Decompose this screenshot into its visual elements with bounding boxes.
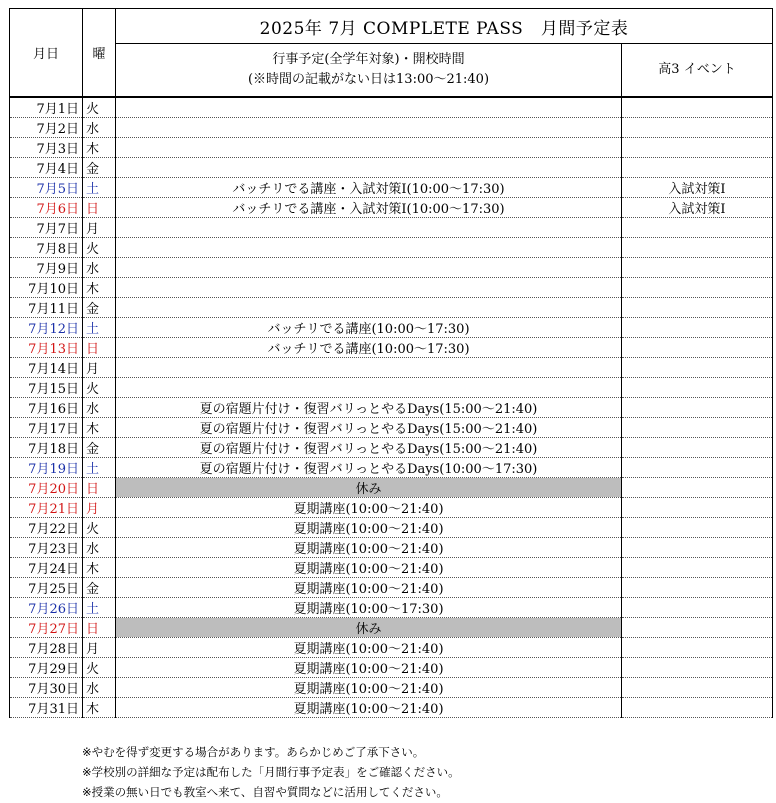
table-row (10, 398, 773, 418)
weekday-cell: 木 (83, 698, 116, 718)
weekday-cell: 日 (83, 198, 116, 218)
weekday-cell: 火 (83, 518, 116, 538)
grade3-event-cell (622, 638, 773, 658)
date-cell: 7月29日 (10, 658, 83, 678)
table-row (10, 638, 773, 658)
event-cell: 夏期講座(10:00～21:40) (116, 578, 622, 598)
weekday-cell: 水 (83, 258, 116, 278)
event-cell: 夏期講座(10:00～17:30) (116, 598, 622, 618)
grade3-column-header: 高3 イベント (622, 44, 773, 98)
grade3-event-cell: 入試対策Ⅰ (622, 178, 773, 198)
grade3-event-cell (622, 418, 773, 438)
date-cell: 7月12日 (10, 318, 83, 338)
grade3-event-cell (622, 218, 773, 238)
grade3-event-cell (622, 118, 773, 138)
schedule-table (9, 8, 773, 718)
weekday-cell: 月 (83, 498, 116, 518)
event-cell (116, 238, 622, 258)
grade3-event-cell (622, 278, 773, 298)
grade3-event-cell (622, 398, 773, 418)
date-cell: 7月15日 (10, 378, 83, 398)
event-cell: 夏の宿題片付け・復習バリっとやるDays(15:00～21:40) (116, 438, 622, 458)
date-cell: 7月7日 (10, 218, 83, 238)
date-cell: 7月11日 (10, 298, 83, 318)
date-cell: 7月24日 (10, 558, 83, 578)
grade3-event-cell (622, 698, 773, 718)
date-cell: 7月26日 (10, 598, 83, 618)
weekday-cell: 土 (83, 458, 116, 478)
grade3-event-cell (622, 258, 773, 278)
footnote: ※やむを得ず変更する場合があります。あらかじめご了承下さい。 (82, 745, 425, 759)
events-column-header (116, 44, 622, 98)
date-cell: 7月27日 (10, 618, 83, 638)
grade3-event-cell (622, 558, 773, 578)
grade3-event-cell (622, 338, 773, 358)
weekday-cell: 木 (83, 138, 116, 158)
weekday-cell: 土 (83, 598, 116, 618)
grade3-event-cell (622, 458, 773, 478)
grade3-event-cell (622, 498, 773, 518)
event-cell: 夏期講座(10:00～21:40) (116, 678, 622, 698)
event-cell: 夏期講座(10:00～21:40) (116, 498, 622, 518)
table-row (10, 518, 773, 538)
table-row (10, 238, 773, 258)
event-cell: バッチリでる講座(10:00～17:30) (116, 338, 622, 358)
date-cell: 7月9日 (10, 258, 83, 278)
date-cell: 7月18日 (10, 438, 83, 458)
weekday-cell: 日 (83, 478, 116, 498)
table-row (10, 698, 773, 718)
event-cell: 休み (116, 478, 622, 498)
weekday-cell: 金 (83, 578, 116, 598)
weekday-cell: 日 (83, 618, 116, 638)
table-row (10, 258, 773, 278)
weekday-cell: 水 (83, 398, 116, 418)
date-cell: 7月25日 (10, 578, 83, 598)
weekday-cell: 土 (83, 178, 116, 198)
event-cell: 夏期講座(10:00～21:40) (116, 638, 622, 658)
weekday-cell: 金 (83, 298, 116, 318)
table-row (10, 198, 773, 218)
grade3-event-cell (622, 158, 773, 178)
weekday-cell: 水 (83, 678, 116, 698)
grade3-event-cell (622, 618, 773, 638)
event-cell (116, 138, 622, 158)
event-cell: 夏期講座(10:00～21:40) (116, 698, 622, 718)
event-cell: 夏期講座(10:00～21:40) (116, 558, 622, 578)
table-row (10, 618, 773, 638)
grade3-event-cell (622, 97, 773, 118)
table-row (10, 578, 773, 598)
schedule-rows (10, 97, 773, 718)
event-cell: バッチリでる講座・入試対策Ⅰ(10:00～17:30) (116, 198, 622, 218)
event-cell (116, 278, 622, 298)
event-cell: 夏期講座(10:00～21:40) (116, 658, 622, 678)
weekday-cell: 木 (83, 278, 116, 298)
event-cell: 夏の宿題片付け・復習バリっとやるDays(15:00～21:40) (116, 418, 622, 438)
date-column-header: 月日 (10, 9, 83, 98)
footnote: ※授業の無い日でも教室へ来て、自習や質問などに活用してください。 (82, 785, 448, 799)
events-header-line2: (※時間の記載がない日は13:00～21:40) (247, 72, 490, 87)
date-cell: 7月2日 (10, 118, 83, 138)
date-cell: 7月1日 (10, 97, 83, 118)
table-row (10, 298, 773, 318)
weekday-cell: 木 (83, 558, 116, 578)
grade3-event-cell (622, 358, 773, 378)
weekday-cell: 月 (83, 358, 116, 378)
table-row (10, 678, 773, 698)
weekday-column-header: 曜 (83, 9, 116, 98)
grade3-event-cell (622, 478, 773, 498)
event-cell: バッチリでる講座(10:00～17:30) (116, 318, 622, 338)
table-row (10, 498, 773, 518)
table-row (10, 458, 773, 478)
table-row (10, 478, 773, 498)
weekday-cell: 金 (83, 158, 116, 178)
grade3-event-cell (622, 438, 773, 458)
event-cell (116, 97, 622, 118)
table-row (10, 538, 773, 558)
grade3-event-cell (622, 578, 773, 598)
event-cell (116, 298, 622, 318)
table-row (10, 558, 773, 578)
weekday-cell: 金 (83, 438, 116, 458)
date-cell: 7月31日 (10, 698, 83, 718)
event-cell (116, 358, 622, 378)
weekday-cell: 火 (83, 658, 116, 678)
table-row (10, 318, 773, 338)
weekday-cell: 火 (83, 238, 116, 258)
event-cell: 夏の宿題片付け・復習バリっとやるDays(15:00～21:40) (116, 398, 622, 418)
date-cell: 7月22日 (10, 518, 83, 538)
date-cell: 7月23日 (10, 538, 83, 558)
table-row (10, 178, 773, 198)
table-row (10, 218, 773, 238)
event-cell (116, 258, 622, 278)
table-row (10, 118, 773, 138)
date-cell: 7月17日 (10, 418, 83, 438)
event-cell (116, 118, 622, 138)
event-cell (116, 158, 622, 178)
table-row (10, 278, 773, 298)
events-header-line1: 行事予定(全学年対象)・開校時間 (272, 52, 465, 67)
table-row (10, 598, 773, 618)
date-cell: 7月5日 (10, 178, 83, 198)
table-row (10, 158, 773, 178)
event-cell: 夏の宿題片付け・復習バリっとやるDays(10:00～17:30) (116, 458, 622, 478)
grade3-event-cell (622, 238, 773, 258)
weekday-cell: 日 (83, 338, 116, 358)
date-cell: 7月6日 (10, 198, 83, 218)
table-row (10, 338, 773, 358)
grade3-event-cell: 入試対策Ⅰ (622, 198, 773, 218)
weekday-cell: 土 (83, 318, 116, 338)
weekday-cell: 水 (83, 118, 116, 138)
event-cell: 休み (116, 618, 622, 638)
event-cell (116, 378, 622, 398)
footnote: ※学校別の詳細な予定は配布した「月間行事予定表」をご確認ください。 (82, 765, 460, 779)
weekday-cell: 月 (83, 638, 116, 658)
grade3-event-cell (622, 678, 773, 698)
table-row (10, 418, 773, 438)
table-row (10, 438, 773, 458)
event-cell: 夏期講座(10:00～21:40) (116, 518, 622, 538)
date-cell: 7月13日 (10, 338, 83, 358)
grade3-event-cell (622, 538, 773, 558)
weekday-cell: 火 (83, 97, 116, 118)
weekday-cell: 水 (83, 538, 116, 558)
grade3-event-cell (622, 598, 773, 618)
table-row (10, 658, 773, 678)
date-cell: 7月28日 (10, 638, 83, 658)
table-row (10, 378, 773, 398)
date-cell: 7月3日 (10, 138, 83, 158)
date-cell: 7月8日 (10, 238, 83, 258)
grade3-event-cell (622, 518, 773, 538)
event-cell: バッチリでる講座・入試対策Ⅰ(10:00～17:30) (116, 178, 622, 198)
date-cell: 7月21日 (10, 498, 83, 518)
event-cell (116, 218, 622, 238)
date-cell: 7月20日 (10, 478, 83, 498)
grade3-event-cell (622, 658, 773, 678)
event-cell: 夏期講座(10:00～21:40) (116, 538, 622, 558)
date-cell: 7月4日 (10, 158, 83, 178)
footnotes (82, 742, 460, 802)
grade3-event-cell (622, 298, 773, 318)
grade3-event-cell (622, 378, 773, 398)
date-cell: 7月14日 (10, 358, 83, 378)
page-title: 2025年 7月 COMPLETE PASS 月間予定表 (116, 9, 773, 44)
weekday-cell: 木 (83, 418, 116, 438)
date-cell: 7月30日 (10, 678, 83, 698)
table-row (10, 358, 773, 378)
date-cell: 7月10日 (10, 278, 83, 298)
weekday-cell: 火 (83, 378, 116, 398)
table-row (10, 138, 773, 158)
date-cell: 7月19日 (10, 458, 83, 478)
grade3-event-cell (622, 138, 773, 158)
grade3-event-cell (622, 318, 773, 338)
table-row (10, 97, 773, 118)
date-cell: 7月16日 (10, 398, 83, 418)
weekday-cell: 月 (83, 218, 116, 238)
